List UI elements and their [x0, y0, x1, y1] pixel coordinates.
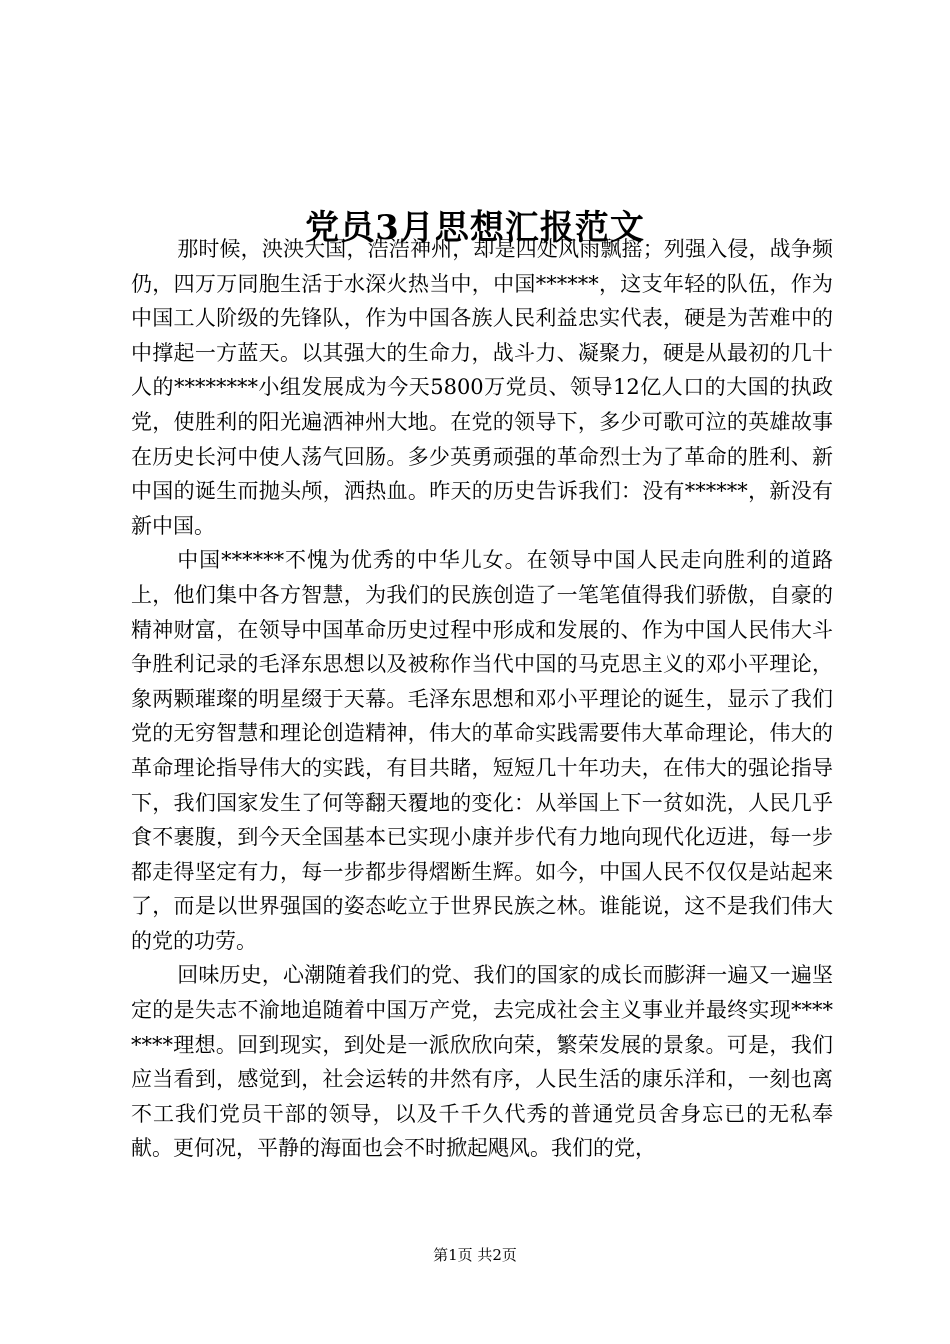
document-title: 党员3月思想汇报范文 — [305, 207, 645, 248]
paragraph-1: 那时候，泱泱大国，浩浩神州，却是四处风雨飘摇；列强入侵，战争频仍，四万万同胞生活于水深火热当中，中国******，这支年轻的队伍，作为中国工人阶级的先锋队，作为中国各族人民利益忠实代表，硬是为苦难中的中撑起一方蓝天。以其强大的生命力，战斗力、凝聚力，硬是从最初的几十人的********小组发展成为今天5800万党员、领导12亿人口的大国的执政党，使胜利的阳光遍洒神州大地。在党的领导下，多少可歌可泣的英雄故事在历史长河中使人荡气回肠。多少英勇顽强的革命烈士为了革命的胜利、新中国的诞生而抛头颅，洒热血。昨天的历史告诉我们：没有******，新没有新中国。 — [131, 237, 833, 538]
paragraph-2: 中国******不愧为优秀的中华儿女。在领导中国人民走向胜利的道路上，他们集中各方智慧，为我们的民族创造了一笔笔值得我们骄傲，自豪的精神财富，在领导中国革命历史过程中形成和发展的、作为中国人民伟大斗争胜利记录的毛泽东思想以及被称作当代中国的马克思主义的邓小平理论，象两颗璀璨的明星缀于天幕。毛泽东思想和邓小平理论的诞生，显示了我们党的无穷智慧和理论创造精神，伟大的革命实践需要伟大革命理论，伟大的革命理论指导伟大的实践，有目共睹，短短几十年功夫，在伟大的强论指导下，我们国家发生了何等翻天覆地的变化：从举国上下一贫如洗，人民几乎食不裹腹，到今天全国基本已实现小康并步代有力地向现代化迈进，每一步都走得坚定有力，每一步都步得熠断生辉。如今，中国人民不仅仅是站起来了，而是以世界强国的姿态屹立于世界民族之林。谁能说，这不是我们伟大的党的功劳。 — [131, 548, 833, 953]
document-body — [131, 232, 833, 1166]
paragraph-3: 回味历史，心潮随着我们的党、我们的国家的成长而膨湃一遍又一遍坚定的是失志不渝地追随着中国万产党，去完成社会主义事业并最终实现********理想。回到现实，到处是一派欣欣向荣，繁荣发展的景象。可是，我们应当看到，感觉到，社会运转的井然有序，人民生活的康乐洋和，一刻也离不工我们党员干部的领导，以及千千久代秀的普通党员舍身忘已的无私奉献。更何况，平静的海面也会不时掀起飓风。我们的党， — [131, 963, 833, 1161]
page-footer: 第1页 共2页 — [433, 1246, 517, 1264]
